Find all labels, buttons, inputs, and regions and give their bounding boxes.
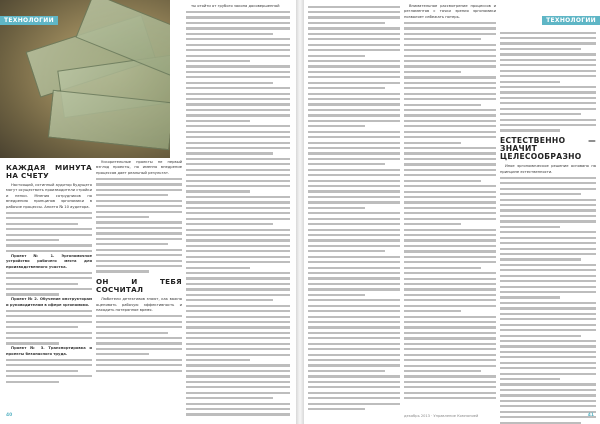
spine	[296, 0, 304, 424]
article-heading: КАЖДАЯ МИНУТА НА СЧЕТУ	[6, 163, 92, 180]
section-tag: ТЕХНОЛОГИИ	[0, 16, 58, 25]
right-column-1	[308, 4, 400, 412]
left-page	[0, 0, 296, 424]
intro-paragraph: Настоящий, истинный аудитор будущего могут осуществить производители стройки и пенки. Мнения сотрудников по внедрению принципов эргономики в рабочие процессы. Анкета № 10 аудитора.	[6, 183, 92, 209]
right-col2-intro: Внимательное рассмотрение процессов и регламентов с точки зрения эргономики позволяет избежать потерь.	[404, 4, 496, 19]
right-column-3	[500, 30, 596, 424]
project-1: Проект № 1. Эргономичное устройство рабочего места для производственного участка.	[6, 253, 92, 269]
page-number-left: 40	[6, 413, 13, 418]
col2-intro: Ускорительные проекты не первый взгляд проекты, но именно внедрение процессов дает реальный результат.	[96, 160, 182, 175]
right-heading: ЕСТЕСТВЕННО — ЗНАЧИТ ЦЕЛЕСООБРАЗНО	[500, 136, 596, 162]
section-tag-right: ТЕХНОЛОГИИ	[542, 16, 600, 25]
col3-fragment: ты отойти от грубого закона досовершенной	[191, 4, 280, 8]
page-number-right: 41	[587, 413, 594, 418]
subheading: ОН И ТЕБЯ СОСЧИТАЛ	[96, 277, 182, 295]
col2-body: Любители детективов знают, как важно оценивать рабочую эффективность и находить потерянное время.	[96, 297, 182, 313]
left-column-2	[96, 160, 182, 373]
right-column-2	[404, 4, 496, 401]
right-page	[304, 0, 600, 424]
project-2: Проект № 2. Обучение инструкторам и руководителям в сфере эргономики.	[6, 297, 92, 307]
left-column-1	[6, 160, 92, 384]
footer-line: декабрь 2013 · Управление Компанией	[404, 414, 479, 418]
project-3: Проект № 3. Транспортировка и проекты безопасного труда.	[6, 346, 92, 356]
left-column-3	[186, 4, 290, 417]
right-col3-body: Иное эргономическое решение основано на принципе естественности.	[500, 164, 596, 174]
